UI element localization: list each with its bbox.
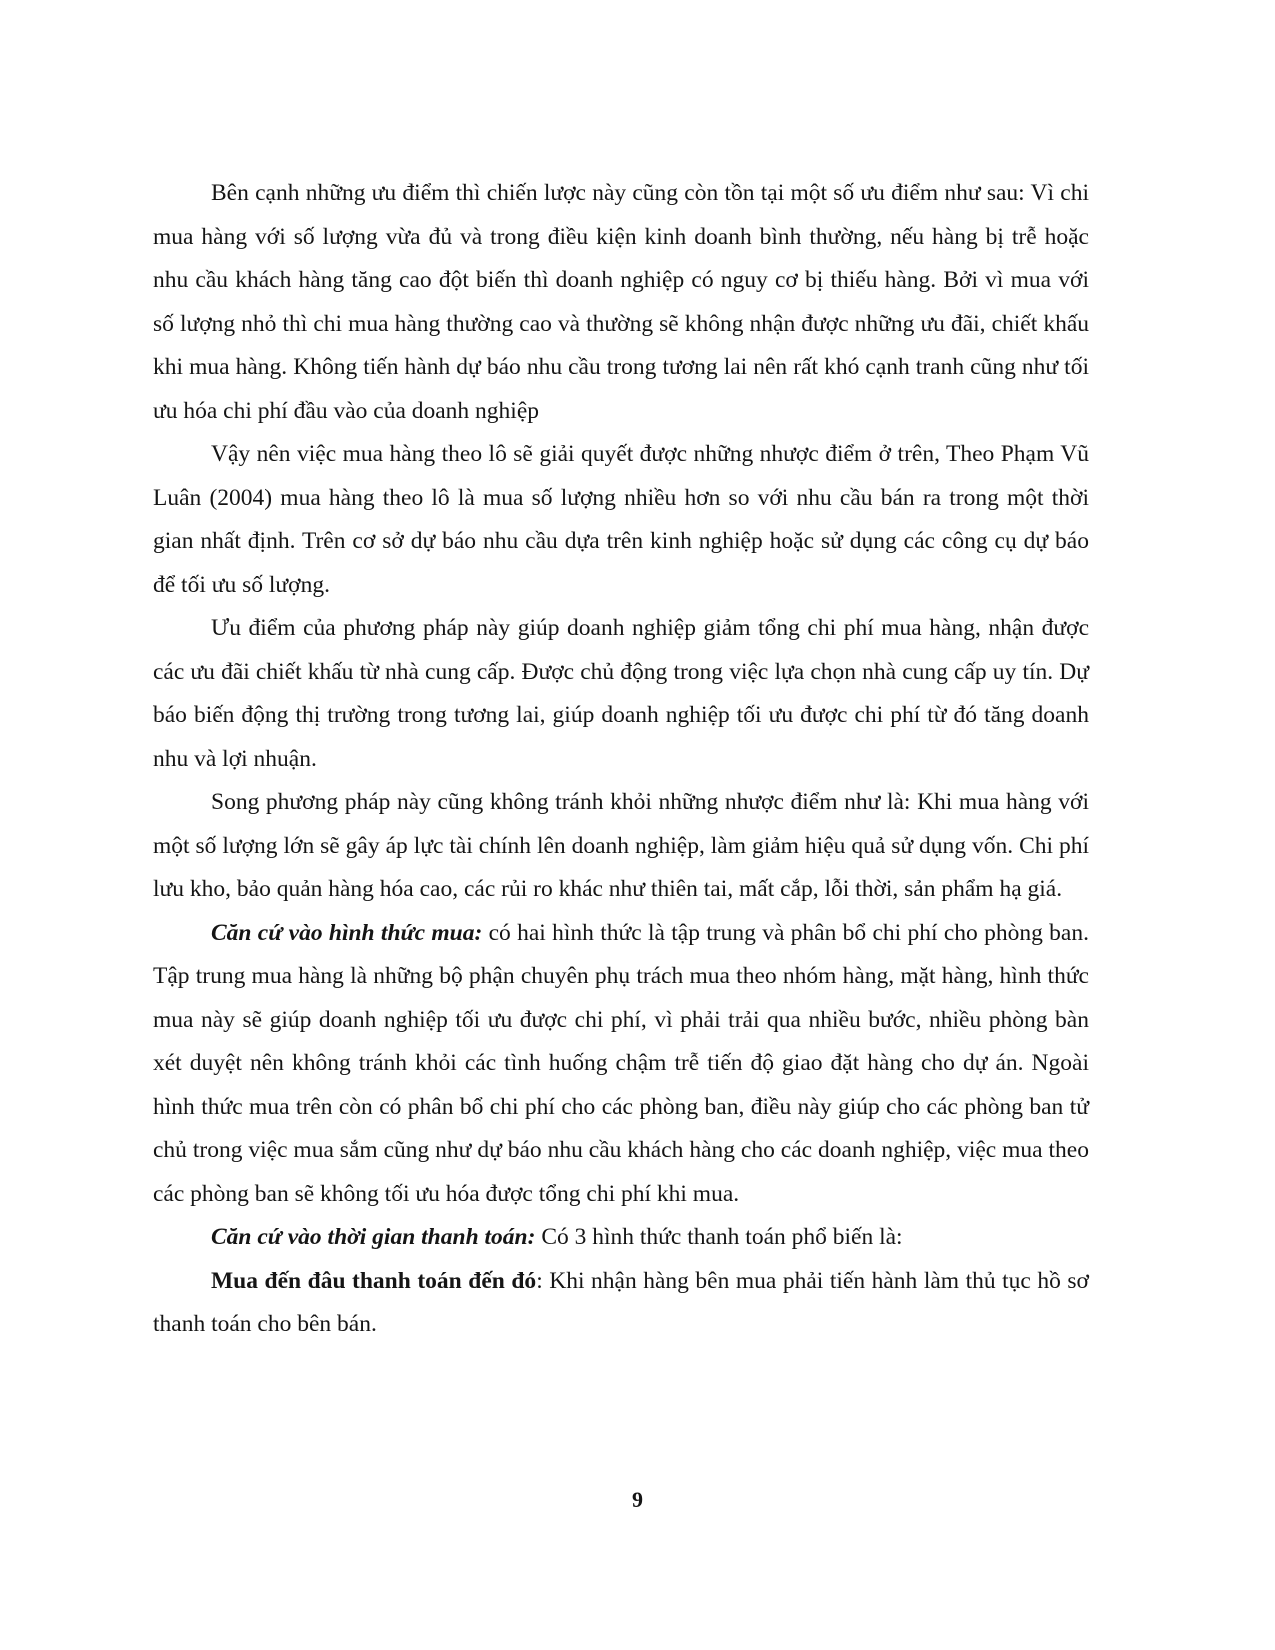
paragraph-batch-disadvantages: Song phương pháp này cũng không tránh khỏi những nhược điểm như là: Khi mua hàng với một số lượng lớn sẽ gây áp lực tài chính lên doanh nghiệp, làm giảm hiệu quả sử dụng vốn. Chi phí lưu kho, bảo quản hàng hóa cao, các rủi ro khác như thiên tai, mất cắp, lỗi thời, sản phẩm hạ giá.: [153, 789, 1089, 902]
paragraph-batch-purchasing: Vậy nên việc mua hàng theo lô sẽ giải quyết được những nhược điểm ở trên, Theo Phạm Vũ Luân (2004) mua hàng theo lô là mua số lượng nhiều hơn so với nhu cầu bán ra trong một thời gian nhất định. Trên cơ sở dự báo nhu cầu dựa trên kinh nghiệp hoặc sử dụng các công cụ dự báo để tối ưu số lượng.: [153, 441, 1089, 598]
paragraph-purchase-form: [153, 912, 1089, 1217]
page-body: [153, 172, 1089, 1347]
heading-purchase-form: Căn cứ vào hình thức mua:: [211, 919, 483, 946]
heading-payment-time: Căn cứ vào thời gian thanh toán:: [211, 1224, 536, 1250]
paragraph-strategy-drawbacks: Bên cạnh những ưu điểm thì chiến lược này cũng còn tồn tại một số ưu điểm như sau: Vì chi mua hàng với số lượng vừa đủ và trong điều kiện kinh doanh bình thường, nếu hàng bị trễ hoặc nhu cầu khách hàng tăng cao đột biến thì doanh nghiệp có nguy cơ bị thiếu hàng. Bởi vì mua với số lượng nhỏ thì chi mua hàng thường cao và thường sẽ không nhận được những ưu đãi, chiết khấu khi mua hàng. Không tiến hành dự báo nhu cầu trong tương lai nên rất khó cạnh tranh cũng như tối ưu hóa chi phí đầu vào của doanh nghiệp: [153, 180, 1089, 424]
paragraph-batch-advantages: Ưu điểm của phương pháp này giúp doanh nghiệp giảm tổng chi phí mua hàng, nhận được các ưu đãi chiết khấu từ nhà cung cấp. Được chủ động trong việc lựa chọn nhà cung cấp uy tín. Dự báo biến động thị trường trong tương lai, giúp doanh nghiệp tối ưu được chi phí từ đó tăng doanh nhu và lợi nhuận.: [153, 615, 1089, 772]
paragraph-payment-time: [153, 1216, 1089, 1260]
paragraph-pay-on-delivery: [153, 1260, 1089, 1347]
heading-pay-on-delivery: Mua đến đâu thanh toán đến đó: [211, 1267, 537, 1294]
page-number: 9: [632, 1487, 643, 1512]
purchase-form-text: có hai hình thức là tập trung và phân bổ chi phí cho phòng ban. Tập trung mua hàng là những bộ phận chuyên phụ trách mua theo nhóm hàng, mặt hàng, hình thức mua này sẽ giúp doanh nghiệp tối ưu được chi phí, vì phải trải qua nhiều bước, nhiều phòng bàn xét duyệt nên không tránh khỏi các tình huống chậm trễ tiến độ giao đặt hàng cho dự án. Ngoài hình thức mua trên còn có phân bổ chi phí cho các phòng ban, điều này giúp cho các phòng ban tử chủ trong việc mua sắm cũng như dự báo nhu cầu khách hàng cho các doanh nghiệp, việc mua theo các phòng ban sẽ không tối ưu hóa được tổng chi phí khi mua.: [153, 919, 1089, 1207]
pay-on-delivery-text: : Khi nhận hàng bên mua phải tiến hành làm thủ tục hồ sơ thanh toán cho bên bán.: [153, 1267, 1089, 1337]
payment-time-text: Có 3 hình thức thanh toán phổ biến là:: [535, 1224, 903, 1250]
